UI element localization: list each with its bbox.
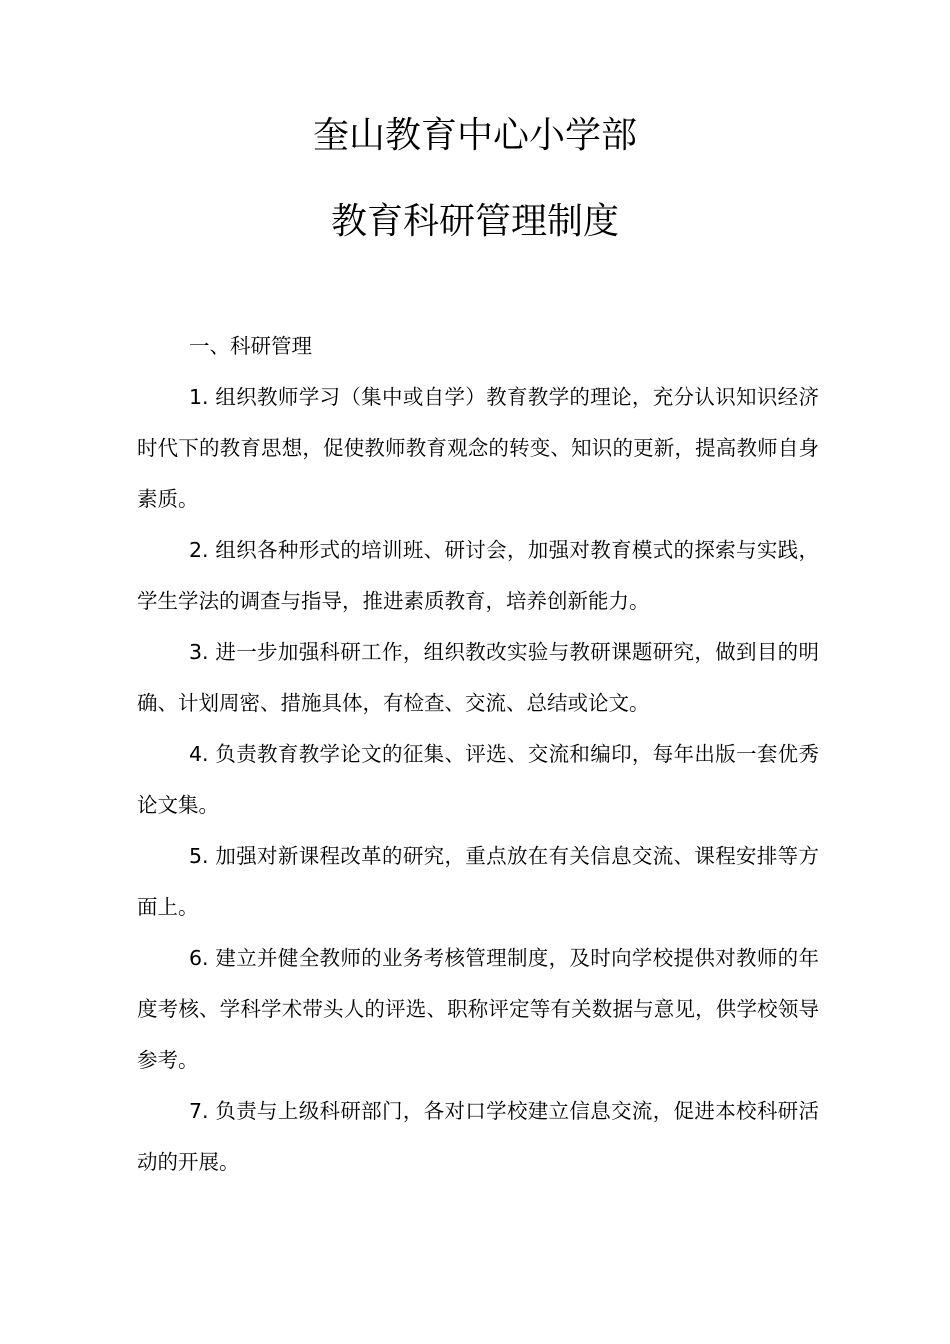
paragraph-item-2: 2. 组织各种形式的培训班、研讨会，加强对教育模式的探索与实践，学生学法的调查与指导，推进素质教育，培养创新能力。 <box>137 538 819 613</box>
paragraph-item-3: 3. 进一步加强科研工作，组织教改实验与教研课题研究，做到目的明确、计划周密、措施具体，有检查、交流、总结或论文。 <box>137 640 819 715</box>
paragraph-item-5: 5. 加强对新课程改革的研究，重点放在有关信息交流、课程安排等方面上。 <box>137 844 819 919</box>
paragraph-item-6: 6. 建立并健全教师的业务考核管理制度，及时向学校提供对教师的年度考核、学科学术带头人的评选、职称评定等有关数据与意见，供学校领导参考。 <box>137 946 819 1072</box>
paragraph-item-4: 4. 负责教育教学论文的征集、评选、交流和编印，每年出版一套优秀论文集。 <box>137 742 819 817</box>
section-heading: 一、科研管理 <box>189 334 312 358</box>
paragraph-item-7: 7. 负责与上级科研部门，各对口学校建立信息交流，促进本校科研活动的开展。 <box>137 1099 819 1174</box>
document-title-regulation: 教育科研管理制度 <box>330 201 619 242</box>
paragraph-item-1: 1. 组织教师学习（集中或自学）教育教学的理论，充分认识知识经济时代下的教育思想，促使教师教育观念的转变、知识的更新，提高教师自身素质。 <box>137 385 819 511</box>
paragraph-list <box>137 372 819 1188</box>
document-title-school: 奎山教育中心小学部 <box>312 115 637 156</box>
